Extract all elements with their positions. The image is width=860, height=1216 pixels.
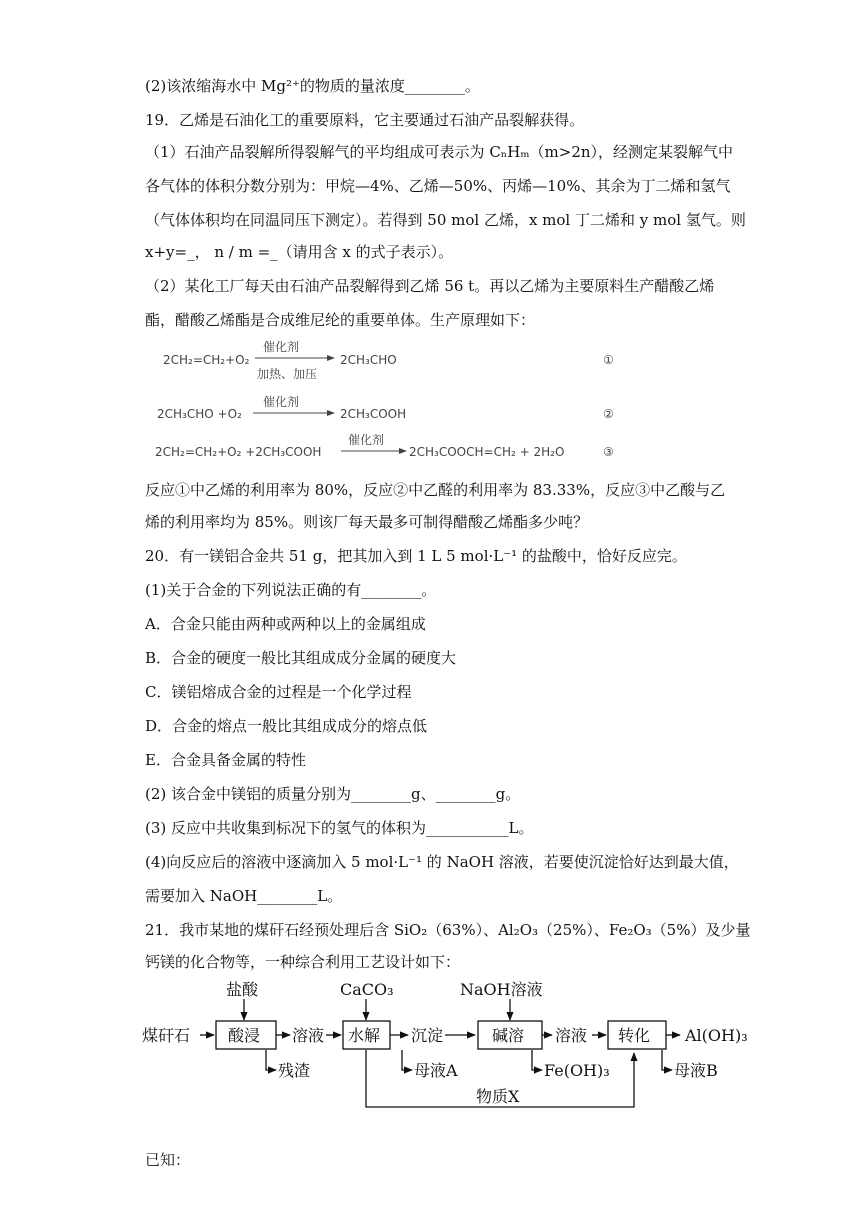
q20-sub2: (2) 该合金中镁铝的质量分别为________g、________g。 — [145, 785, 521, 803]
r1-left: 2CH₂=CH₂+O₂ — [163, 353, 250, 367]
q19-p1-line2: 各气体的体积分数分别为：甲烷—4%、乙烯—50%、丙烯—10%、其余为丁二烯和氢气 — [145, 177, 731, 195]
reaction-equations — [155, 338, 625, 468]
box1-label: 酸浸 — [228, 1026, 261, 1045]
q20-option-d: D．合金的熔点一般比其组成成分的熔点低 — [145, 717, 428, 735]
q19-p3-line1: 反应①中乙烯的利用率为 80%，反应②中乙醛的利用率为 83.33%，反应③中乙酸与乙 — [145, 481, 726, 499]
r1-catalyst: 催化剂 — [263, 340, 300, 354]
start-material: 煤矸石 — [142, 1026, 191, 1045]
q20-sub4-line1: (4)向反应后的溶液中逐滴加入 5 mol·L⁻¹ 的 NaOH 溶液，若要使沉淀恰好达到最大值， — [145, 853, 739, 871]
q20-stem: 20．有一镁铝合金共 51 g，把其加入到 1 L 5 mol·L⁻¹ 的盐酸中，恰好反应完。 — [145, 547, 687, 565]
mid1-label: 溶液 — [292, 1026, 325, 1045]
process-flow-diagram — [140, 975, 770, 1115]
r3-number: ③ — [603, 445, 614, 459]
output-mother-liquor-b: 母液B — [674, 1061, 718, 1080]
q20-option-c: C．镁铝熔成合金的过程是一个化学过程 — [145, 683, 412, 701]
r3-catalyst: 催化剂 — [348, 433, 385, 447]
q19-p3-line2: 烯的利用率均为 85%。则该厂每天最多可制得醋酸乙烯酯多少吨？ — [145, 513, 589, 531]
output-residue: 残渣 — [278, 1061, 311, 1080]
q19-p1-line4: x+y=_， n / m =_（请用含 x 的式子表示）。 — [145, 243, 454, 261]
q20-option-e: E．合金具备金属的特性 — [145, 751, 306, 769]
output-mother-liquor-a: 母液A — [414, 1061, 458, 1080]
q20-option-b: B．合金的硬度一般比其组成成分金属的硬度大 — [145, 649, 457, 667]
q19-p2-line2: 酯，醋酸乙烯酯是合成维尼纶的重要单体。生产原理如下： — [145, 311, 536, 329]
input-caco3: CaCO₃ — [340, 980, 394, 999]
q19-p1-line3: （气体体积均在同温同压下测定）。若得到 50 mol 乙烯，x mol 丁二烯和 y mol 氢气。则 — [145, 211, 746, 229]
input-naoh: NaOH溶液 — [460, 980, 543, 999]
q21-line2: 钙镁的化合物等，一种综合利用工艺设计如下： — [145, 953, 461, 971]
r2-left: 2CH₃CHO +O₂ — [157, 407, 242, 421]
r1-number: ① — [603, 353, 614, 367]
mid3-label: 溶液 — [555, 1026, 588, 1045]
q21-known: 已知： — [145, 1151, 191, 1169]
input-hcl: 盐酸 — [226, 980, 259, 999]
q20-sub3: (3) 反应中共收集到标况下的氢气的体积为___________L。 — [145, 819, 534, 837]
q20-sub1: (1)关于合金的下列说法正确的有________。 — [145, 581, 437, 599]
output-feoh3: Fe(OH)₃ — [544, 1061, 610, 1080]
end-product: Al(OH)₃ — [685, 1026, 748, 1045]
r2-catalyst: 催化剂 — [263, 395, 300, 409]
r3-left: 2CH₂=CH₂+O₂ +2CH₃COOH — [155, 445, 322, 459]
q19-p2-line1: （2）某化工厂每天由石油产品裂解得到乙烯 56 t。再以乙烯为主要原料生产醋酸乙烯 — [145, 277, 715, 295]
box2-label: 水解 — [348, 1026, 381, 1045]
q19-stem: 19．乙烯是石油化工的重要原料，它主要通过石油产品裂解获得。 — [145, 111, 585, 129]
q18-part2: (2)该浓缩海水中 Mg²⁺的物质的量浓度________。 — [145, 77, 480, 95]
box4-label: 转化 — [618, 1026, 651, 1045]
q20-option-a: A．合金只能由两种或两种以上的金属组成 — [145, 615, 426, 633]
r1-right: 2CH₃CHO — [340, 353, 397, 367]
q20-sub4-line2: 需要加入 NaOH________L。 — [145, 887, 343, 905]
r3-right: 2CH₃COOCH=CH₂ + 2H₂O — [409, 445, 565, 459]
mid2-label: 沉淀 — [411, 1026, 444, 1045]
q21-line1: 21．我市某地的煤矸石经预处理后含 SiO₂（63%）、Al₂O₃（25%）、Fe₂O₃（5%）及少量 — [145, 921, 751, 939]
loop-substance-x: 物质X — [476, 1087, 520, 1106]
r2-right: 2CH₃COOH — [340, 407, 407, 421]
q19-p1-line1: （1）石油产品裂解所得裂解气的平均组成可表示为 CₙHₘ（m>2n），经测定某裂解气中 — [145, 143, 734, 161]
box3-label: 碱溶 — [492, 1026, 525, 1045]
r2-number: ② — [603, 407, 614, 421]
r1-condition: 加热、加压 — [257, 367, 318, 381]
